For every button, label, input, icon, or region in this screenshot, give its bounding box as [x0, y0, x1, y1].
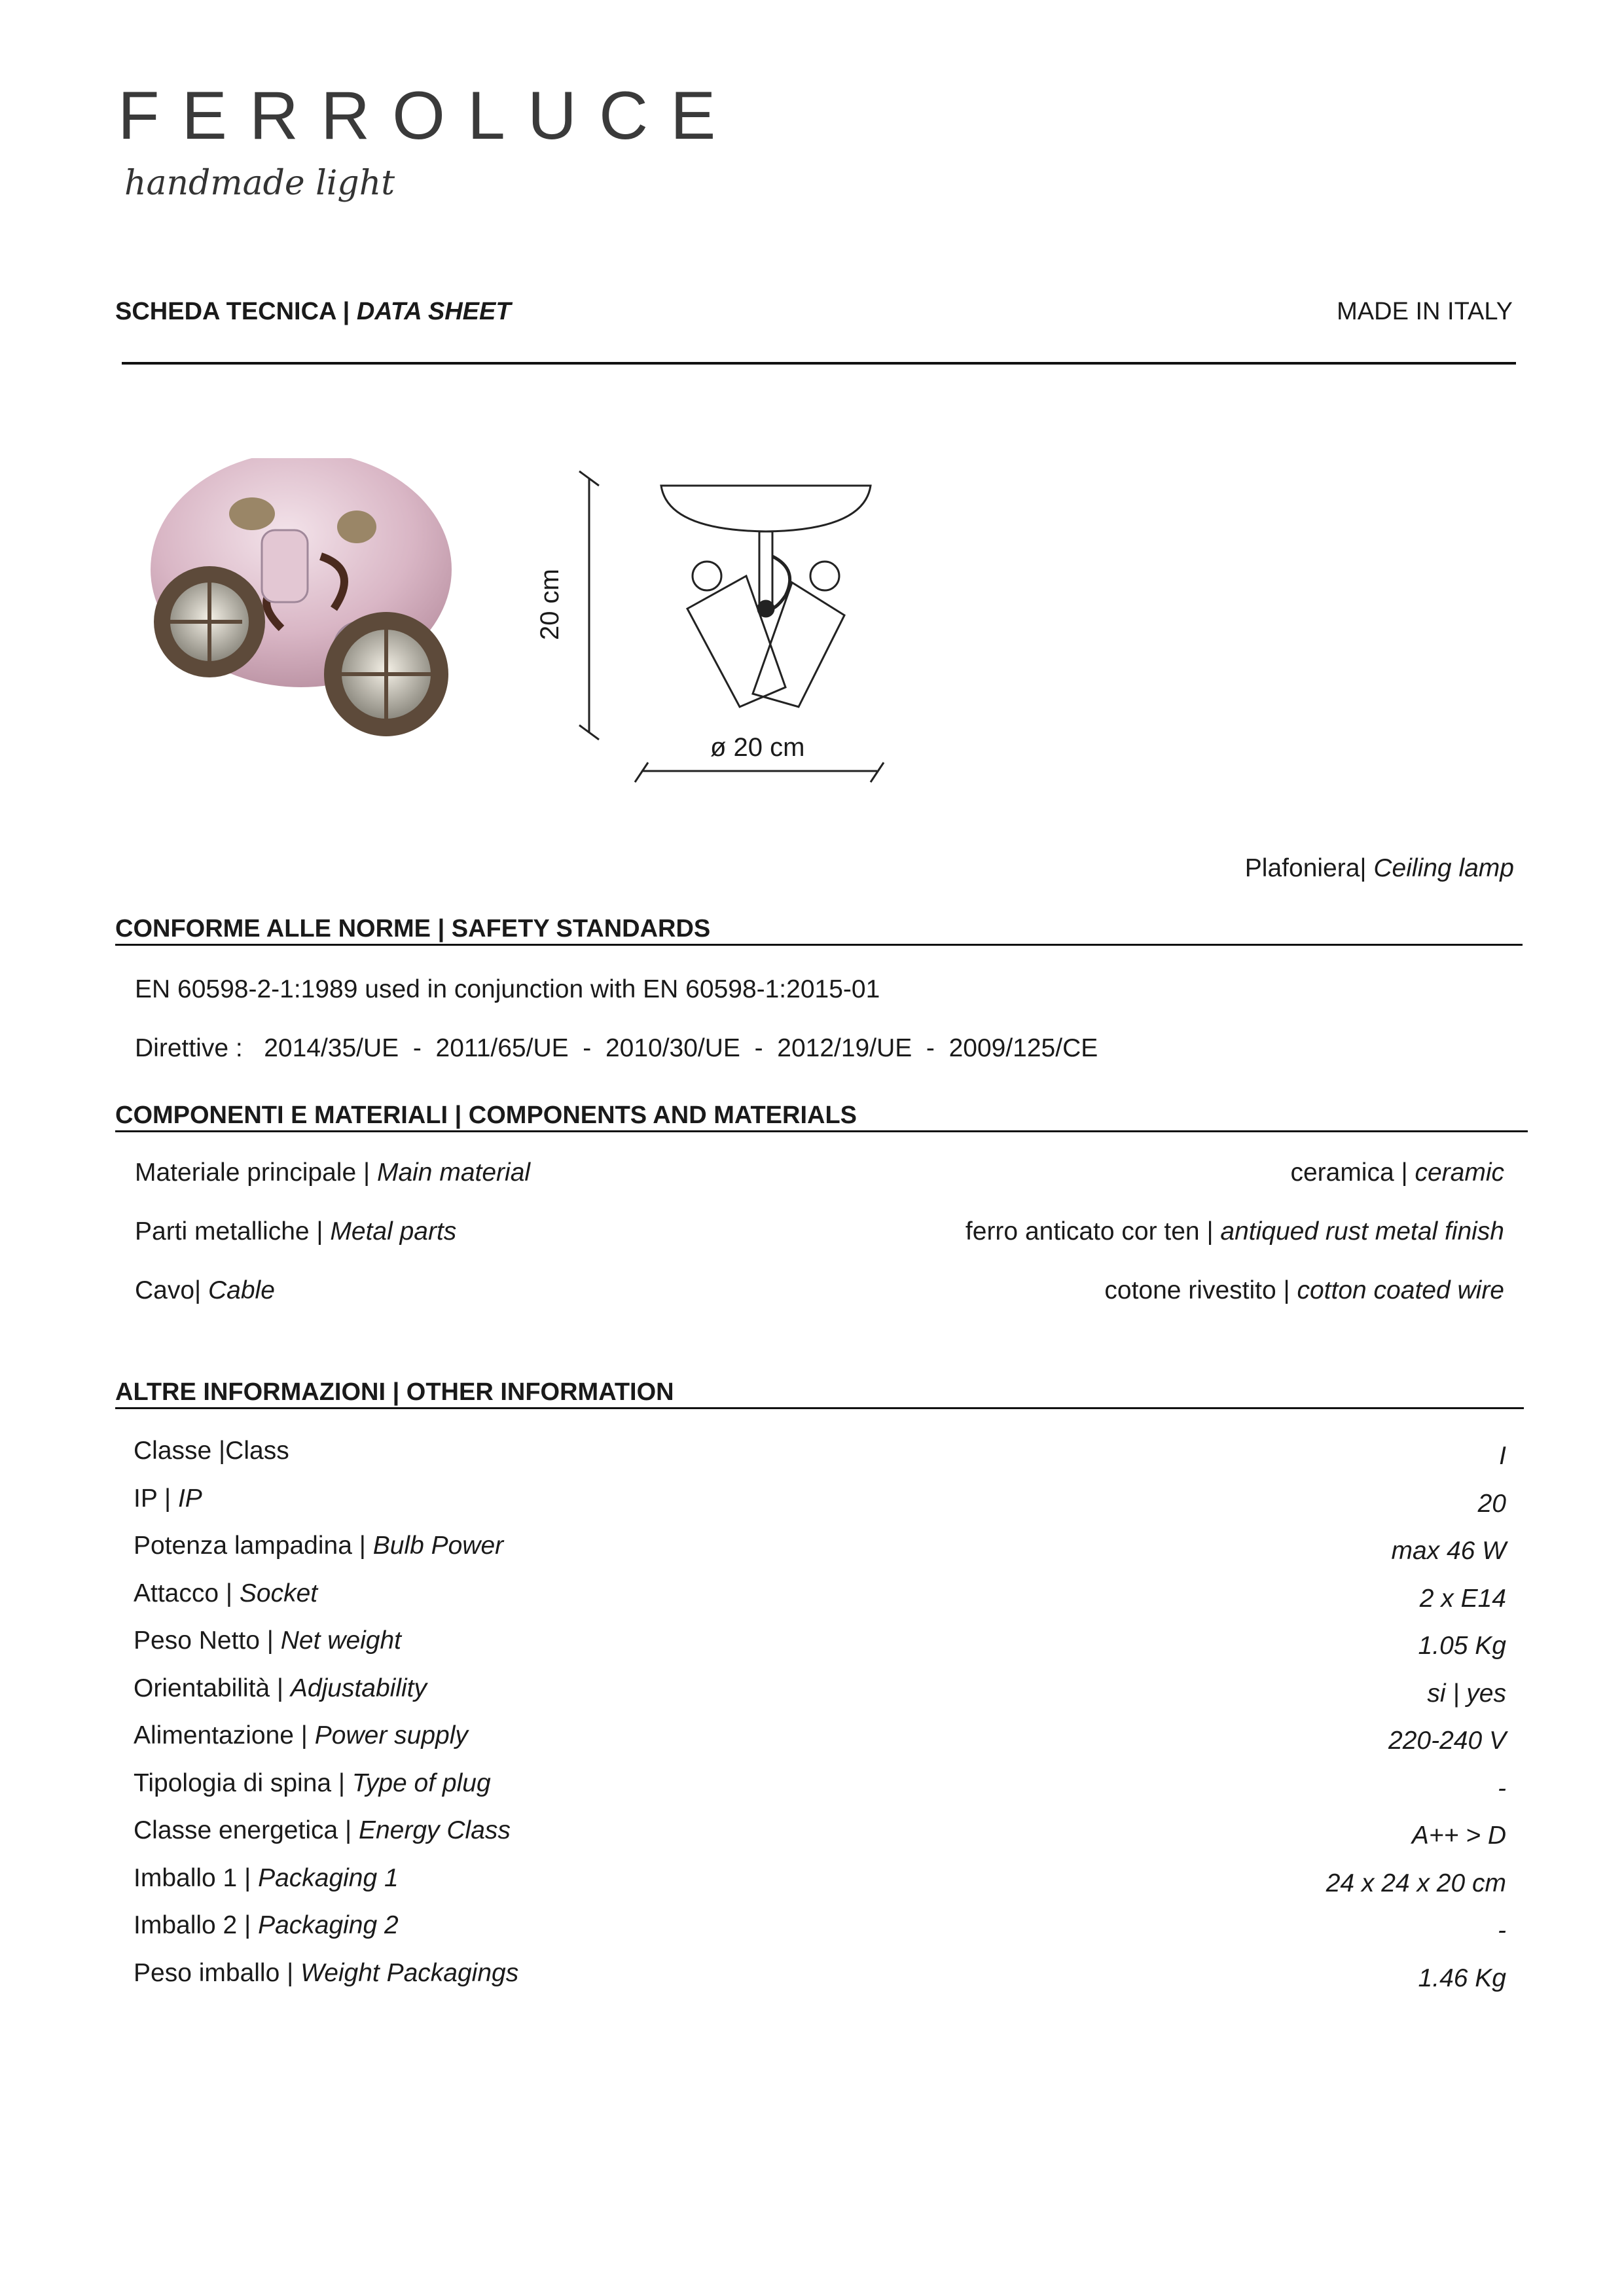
info-label-en: Energy Class — [358, 1816, 511, 1844]
info-label — [134, 1579, 317, 1608]
info-value: 2 x E14 — [1419, 1584, 1506, 1613]
material-label-it: Parti metalliche | — [135, 1217, 331, 1246]
info-label-it: Imballo 2 | — [134, 1911, 259, 1939]
safety-section-line — [115, 944, 1523, 946]
material-value-it: cotone rivestito | — [1104, 1276, 1297, 1304]
product-type-it: Plafoniera| — [1244, 854, 1374, 882]
info-value: si | yes — [1427, 1679, 1506, 1708]
material-value-en: antiqued rust metal finish — [1220, 1217, 1504, 1246]
info-value: 1.46 Kg — [1418, 1964, 1506, 1992]
info-label-en: Power supply — [314, 1721, 468, 1749]
info-label-it: IP | — [134, 1484, 178, 1513]
sheet-title-it: SCHEDA TECNICA | — [115, 298, 357, 325]
safety-section-title: CONFORME ALLE NORME | SAFETY STANDARDS — [115, 915, 711, 942]
info-label — [134, 1437, 289, 1465]
header-divider — [122, 362, 1516, 365]
info-label-it: Potenza lampadina | — [134, 1532, 373, 1560]
info-label-en: Bulb Power — [372, 1532, 504, 1560]
info-label-it: Classe |Class — [134, 1437, 289, 1465]
info-value: I — [1499, 1442, 1506, 1470]
diameter-dimension-label: ø 20 cm — [710, 733, 805, 762]
info-value: 20 — [1477, 1489, 1506, 1518]
brand-tagline: handmade light — [124, 164, 395, 203]
info-label-it: Alimentazione | — [134, 1721, 315, 1749]
material-value — [1104, 1276, 1504, 1305]
material-label — [135, 1217, 456, 1246]
info-label-en: Adjustability — [290, 1674, 427, 1702]
material-value-it: ferro anticato cor ten | — [965, 1217, 1221, 1246]
other-section-line — [115, 1407, 1524, 1409]
product-photo — [137, 458, 465, 766]
material-label-en: Cable — [208, 1276, 275, 1304]
materials-section-title: COMPONENTI E MATERIALI | COMPONENTS AND MATERIALS — [115, 1102, 857, 1129]
info-label — [134, 1532, 503, 1560]
info-label-it: Attacco | — [134, 1579, 240, 1607]
info-label-it: Peso imballo | — [134, 1958, 301, 1987]
safety-standards: EN 60598-2-1:1989 used in conjunction with EN 60598-1:2015-01 — [135, 975, 880, 1003]
info-value: 24 x 24 x 20 cm — [1326, 1869, 1506, 1897]
info-label-it: Tipologia di spina | — [134, 1768, 352, 1797]
materials-section-line — [115, 1130, 1528, 1132]
sheet-title — [115, 298, 511, 326]
info-label-en: Type of plug — [352, 1768, 491, 1797]
brand-logo: FERROLUCE — [118, 78, 738, 154]
info-label-en: Packaging 2 — [258, 1911, 399, 1939]
info-label-en: Packaging 1 — [258, 1863, 399, 1892]
material-label-it: Cavo| — [135, 1276, 209, 1304]
info-value: - — [1498, 1916, 1506, 1945]
info-label — [134, 1911, 399, 1940]
info-label-it: Orientabilità | — [134, 1674, 291, 1702]
material-label-en: Metal parts — [330, 1217, 457, 1246]
info-value: A++ > D — [1411, 1821, 1506, 1850]
info-value: 220-240 V — [1388, 1727, 1506, 1755]
made-in-italy: MADE IN ITALY — [1337, 298, 1513, 325]
other-section-title: ALTRE INFORMAZIONI | OTHER INFORMATION — [115, 1378, 674, 1406]
material-value — [1290, 1158, 1504, 1187]
height-dimension-label: 20 cm — [535, 569, 564, 640]
info-label — [134, 1484, 202, 1513]
product-type — [1245, 854, 1514, 883]
info-label-en: Weight Packagings — [300, 1958, 519, 1987]
info-label — [134, 1674, 427, 1703]
info-label — [134, 1816, 511, 1845]
safety-directives: Direttive : 2014/35/UE - 2011/65/UE - 2010/30/UE - 2012/19/UE - 2009/125/CE — [135, 1034, 1098, 1062]
info-label — [134, 1769, 491, 1798]
info-value: max 46 W — [1391, 1537, 1506, 1565]
material-label-it: Materiale principale | — [135, 1158, 377, 1187]
info-label — [134, 1626, 401, 1655]
info-label — [134, 1959, 518, 1988]
material-value-en: cotton coated wire — [1297, 1276, 1504, 1304]
material-value-en: ceramic — [1415, 1158, 1504, 1187]
material-label — [135, 1276, 275, 1305]
info-label-it: Classe energetica | — [134, 1816, 359, 1844]
material-label-en: Main material — [376, 1158, 531, 1187]
info-label-en: IP — [177, 1484, 202, 1513]
material-value-it: ceramica | — [1290, 1158, 1415, 1187]
product-type-en: Ceiling lamp — [1373, 854, 1514, 882]
info-value: 1.05 Kg — [1418, 1632, 1506, 1660]
info-label-it: Peso Netto | — [134, 1626, 281, 1655]
info-label — [134, 1864, 399, 1893]
material-value — [965, 1217, 1504, 1246]
sheet-title-en: DATA SHEET — [356, 298, 511, 325]
info-label-en: Socket — [239, 1579, 318, 1607]
info-label — [134, 1721, 468, 1750]
info-label-en: Net weight — [280, 1626, 402, 1655]
info-value: - — [1498, 1774, 1506, 1803]
info-label-it: Imballo 1 | — [134, 1863, 259, 1892]
material-label — [135, 1158, 530, 1187]
